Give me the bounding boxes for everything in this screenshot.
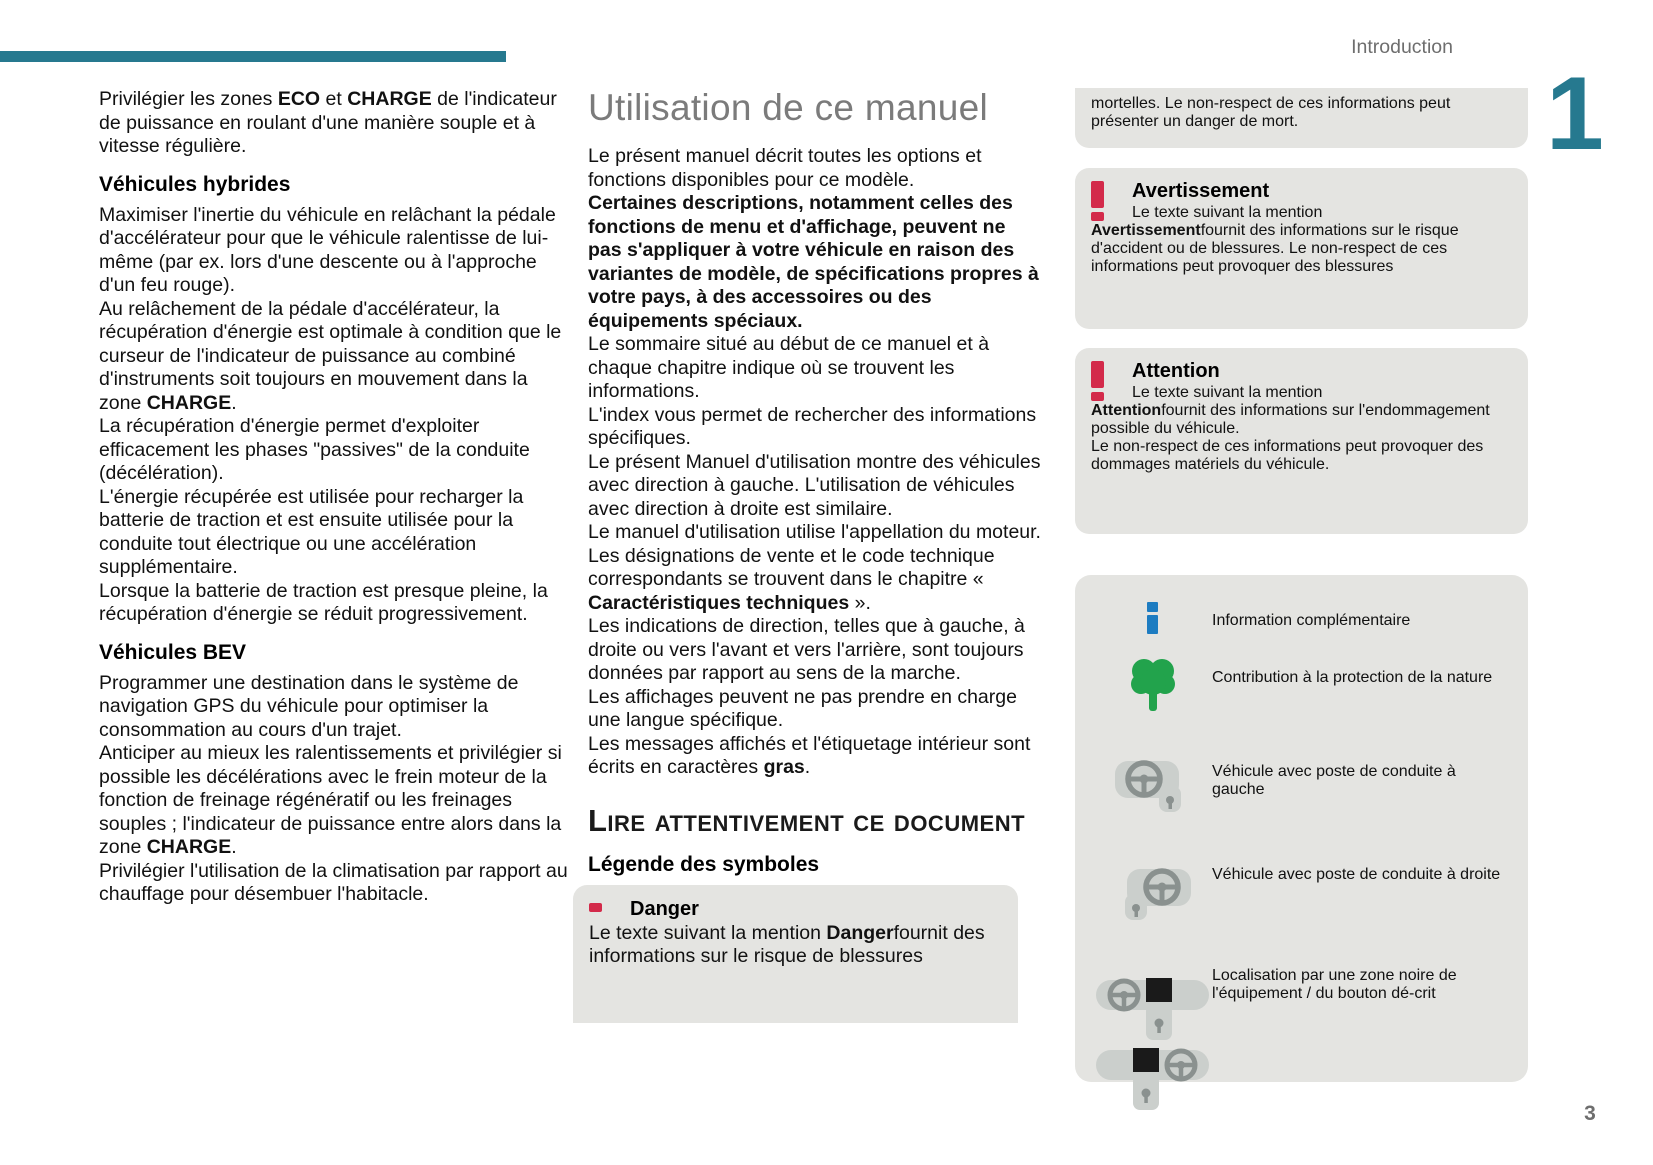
page-title: Utilisation de ce manuel bbox=[588, 87, 989, 128]
info-icon bbox=[1147, 602, 1158, 634]
attention-text: Le texte suivant la mention Attentionfournit des informations sur l'endommagement possible du véhicule. Le non-respect de ces informations peut provoquer des dommages matériels du véhicule. bbox=[1091, 384, 1490, 473]
exclamation-icon bbox=[1091, 181, 1106, 221]
heading-lire-attentivement: Lire attentivement ce document bbox=[588, 802, 1026, 838]
legend-row bbox=[1093, 669, 1512, 714]
legend-label: Contribution à la protection de la nature bbox=[1212, 669, 1493, 686]
chapter-number: 1 bbox=[1546, 56, 1604, 172]
danger-text: Le texte suivant la mention Dangerfournit des informations sur le risque de blessures bbox=[589, 921, 985, 967]
legend-label: Véhicule avec poste de conduite à droite bbox=[1212, 866, 1501, 883]
paragraph-hybrides: Maximiser l'inertie du véhicule en relâchant la pédale d'accélérateur pour que le véhicule ralentisse de lui-même (par ex. lors d'une descente ou à l'approche d'un feu rouge). Au relâchement de la pédale d'accélérateur, la récupération d'énergie est optimale à condition que le curseur de l'indicateur de puissance au combiné d'instruments soit toujours en mouvement dans la zone CHARGE. La récupération d'énergie permet d'exploiter efficacement les phases "passives" de la conduite (décélération). L'énergie récupérée est utilisée pour recharger la batterie de traction et est ensuite utilisée pour la conduite tout électrique ou une accélération supplémentaire. Lorsque la batterie de traction est presque pleine, la récupération d'énergie se réduit progressivement. bbox=[99, 203, 562, 625]
exclamation-icon bbox=[1091, 361, 1106, 401]
paragraph-usage: Le présent manuel décrit toutes les options et fonctions disponibles pour ce modèle. Certaines descriptions, notamment celles des fonctions de menu et d'affichage, peuvent ne pas s'appliquer à votre véhicule en raison des variantes de modèle, de spécifications propres à votre pays, à des accessoires ou des équipements spéciaux. Le sommaire situé au début de ce manuel et à chaque chapitre indique où se trouvent les informations. L'index vous permet de rechercher des informations spécifiques. Le présent Manuel d'utilisation montre des véhicules avec direction à gauche. L'utilisation de véhicules avec direction à droite est similaire. Le manuel d'utilisation utilise l'appellation du moteur. Les désignations de vente et le code technique correspondants se trouvent dans le chapitre « Caractéristiques techniques ». Les indications de direction, telles que à gauche, à droite ou vers l'avant et vers l'arrière, sont toujours données par rapport au sens de la marche. Les affichages peuvent ne pas prendre en charge une langue spécifique. Les messages affichés et l'étiquetage intérieur sont écrits en caractères gras. bbox=[588, 145, 1041, 778]
continuation-text: mortelles. Le non-respect de ces informations peut présenter un danger de mort. bbox=[1091, 95, 1451, 130]
warning-text: Le texte suivant la mention Avertissementfournit des informations sur le risque d'accident ou de blessures. Le non-respect de ces informations peut provoquer des blessures bbox=[1091, 204, 1459, 275]
warning-box bbox=[1075, 168, 1528, 329]
paragraph-eco-charge: Privilégier les zones ECO et CHARGE de l'indicateur de puissance en roulant d'une manière souple et à vitesse régulière. bbox=[99, 88, 557, 157]
paragraph-bev: Programmer une destination dans le système de navigation GPS du véhicule pour optimiser la consommation au cours d'un trajet. Anticiper au mieux les ralentissements et privilégier si possible les décélérations avec le frein moteur de la fonction de freinage régénératif ou les freinages souples ; l'indicateur de puissance entre alors dans la zone CHARGE. Privilégier l'utilisation de la climatisation par rapport au chauffage pour désembuer l'habitacle. bbox=[99, 671, 568, 905]
symbols-legend-box bbox=[1075, 575, 1528, 1082]
legend-label: Information complémentaire bbox=[1212, 612, 1411, 629]
legend-row bbox=[1093, 866, 1512, 924]
localisation-icon bbox=[1095, 972, 1211, 1114]
legend-row bbox=[1093, 612, 1512, 634]
legend-label: Véhicule avec poste de conduite à gauche bbox=[1212, 763, 1456, 798]
continuation-box bbox=[1075, 88, 1528, 148]
steering-right-icon bbox=[1113, 864, 1193, 924]
heading-vehicules-hybrides: Véhicules hybrides bbox=[99, 172, 291, 196]
danger-box bbox=[573, 885, 1018, 1023]
heading-legende-symboles: Légende des symboles bbox=[588, 852, 820, 876]
legend-row bbox=[1093, 967, 1512, 1114]
teal-rule bbox=[0, 51, 506, 62]
steering-left-icon bbox=[1113, 756, 1193, 816]
attention-box bbox=[1075, 348, 1528, 534]
heading-vehicules-bev: Véhicules BEV bbox=[99, 640, 247, 664]
legend-label: Localisation par une zone noire de l'équipement / du bouton dé-crit bbox=[1212, 967, 1457, 1002]
danger-title: Danger bbox=[630, 897, 699, 920]
chapter-label: Introduction bbox=[1351, 36, 1453, 58]
exclamation-icon bbox=[589, 899, 604, 912]
column-left bbox=[99, 88, 574, 907]
legend-row bbox=[1093, 763, 1512, 816]
nature-icon bbox=[1128, 654, 1178, 714]
column-center bbox=[588, 88, 1043, 1023]
page-number: 3 bbox=[1584, 1102, 1596, 1125]
attention-title: Attention bbox=[1132, 360, 1220, 382]
warning-title: Avertissement bbox=[1132, 180, 1270, 202]
